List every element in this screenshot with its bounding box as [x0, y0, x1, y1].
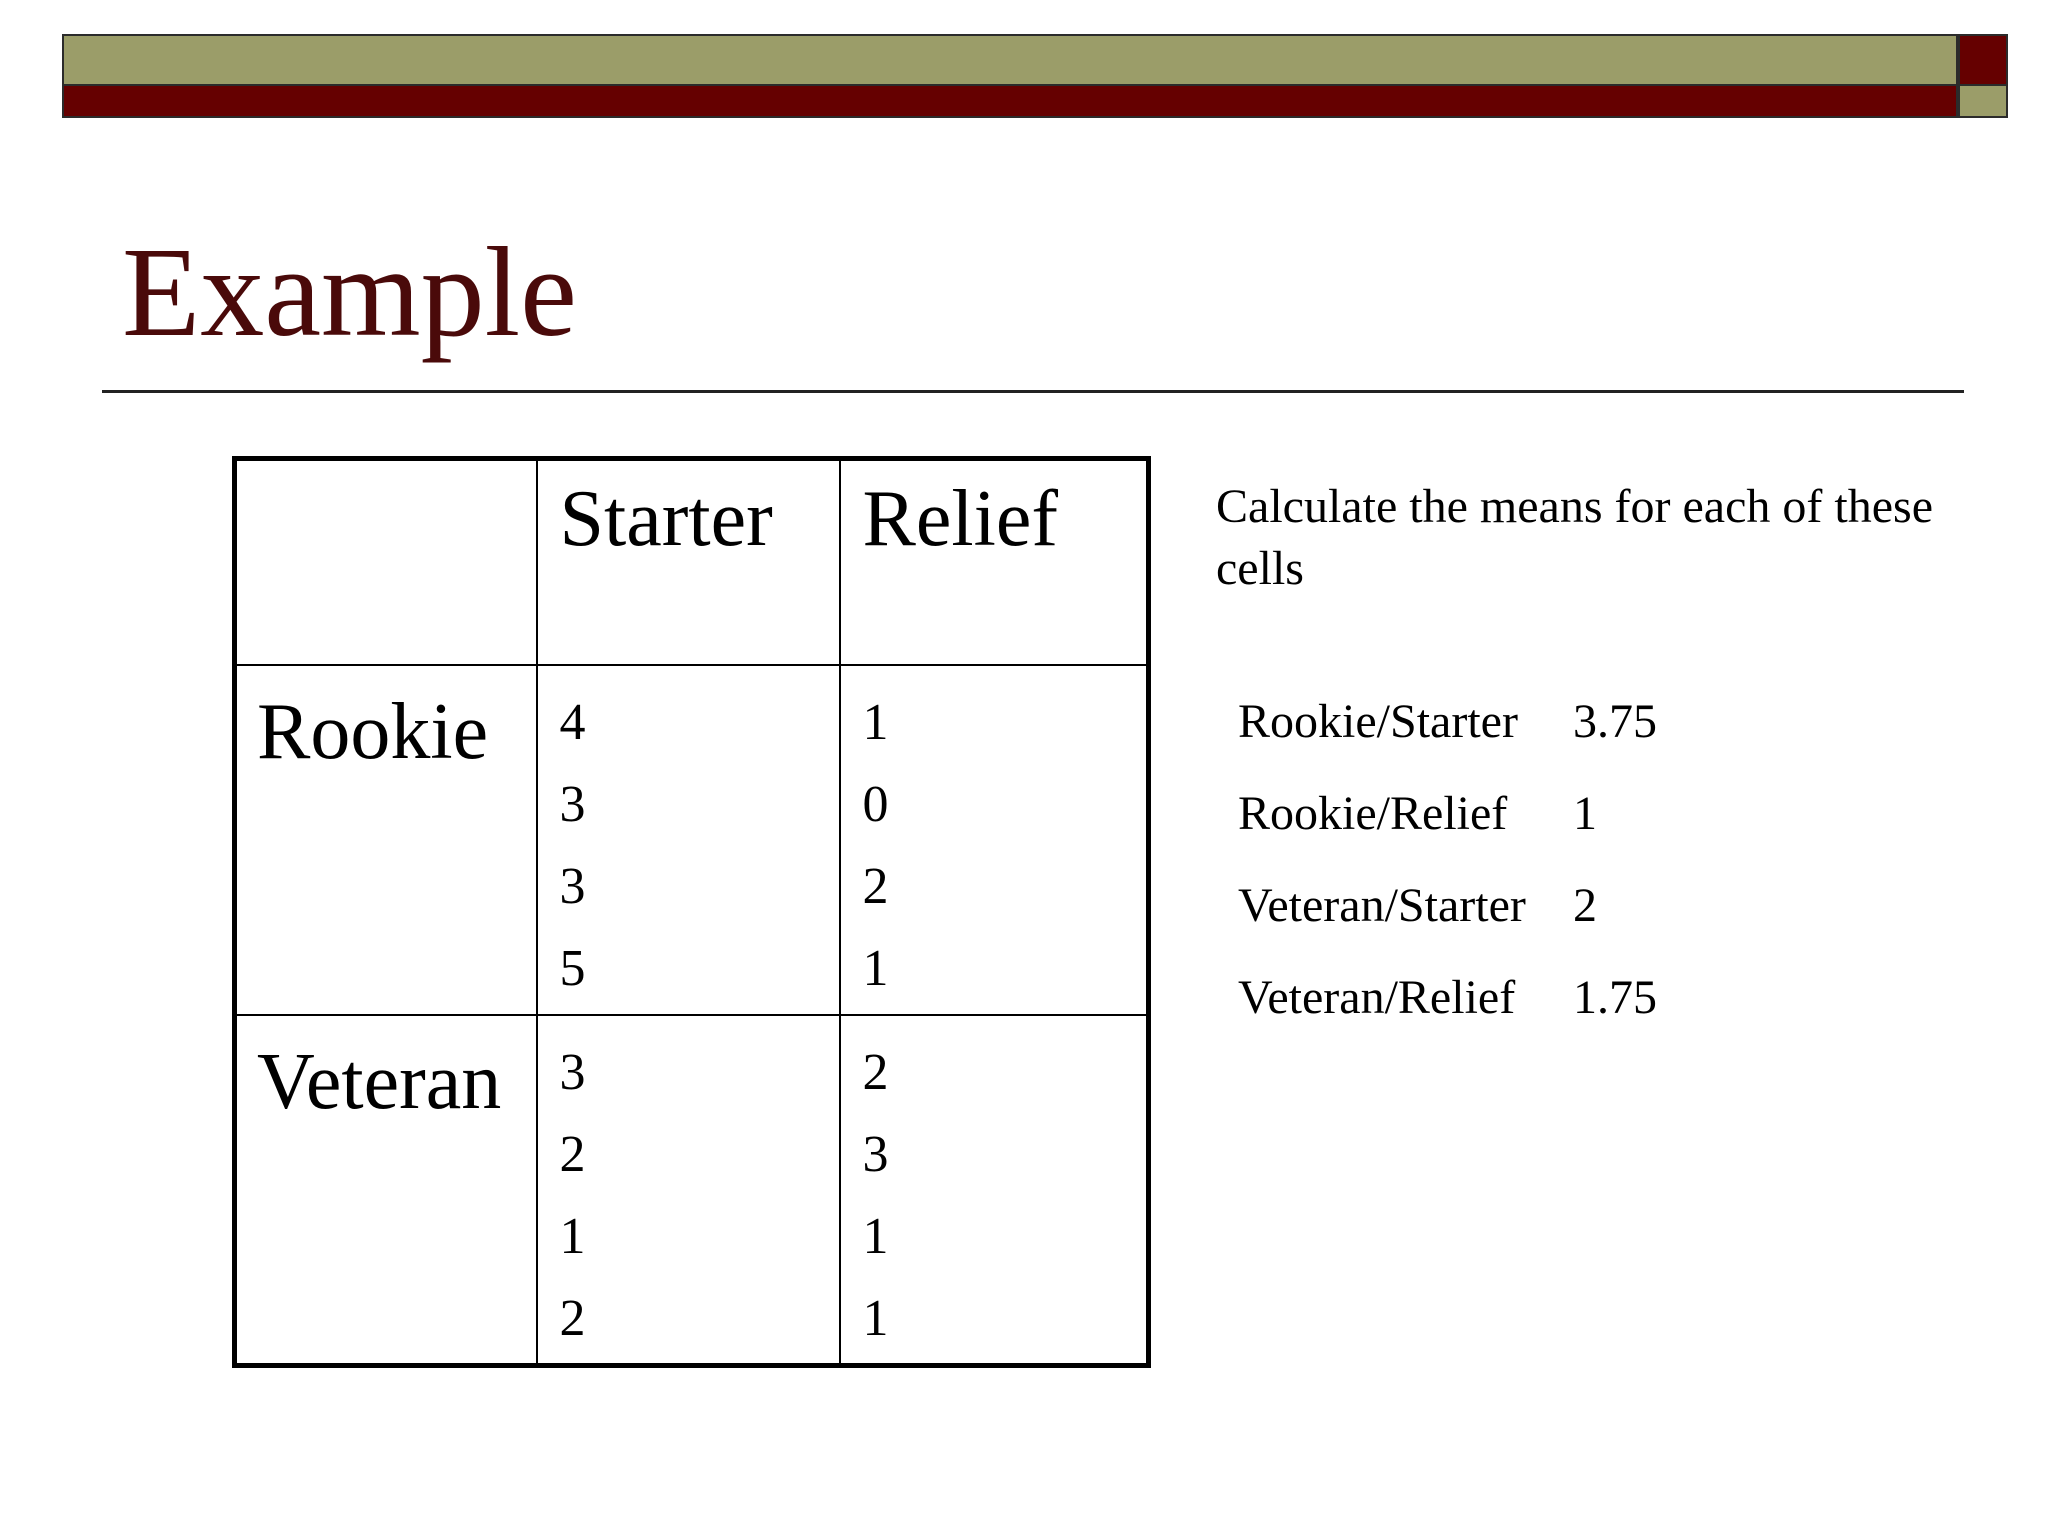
data-table: [232, 456, 1151, 1368]
value: 2: [862, 1044, 889, 1102]
value: 2: [559, 1126, 586, 1184]
mean-value: 3.75: [1573, 695, 1657, 748]
value: 0: [862, 775, 889, 833]
table-row-veteran: [235, 1015, 1149, 1365]
cell-rookie-relief: [840, 665, 1149, 1015]
row-header-rookie: Rookie: [235, 665, 537, 1015]
mean-label: Veteran/Relief: [1238, 971, 1516, 1024]
corner-square-olive: [1958, 84, 2008, 118]
column-header-starter: Starter: [537, 459, 840, 665]
slide-title: Example: [122, 221, 577, 363]
mean-value: 1.75: [1573, 971, 1657, 1024]
mean-label: Rookie/Relief: [1238, 787, 1508, 840]
value: 2: [559, 1290, 586, 1348]
mean-item: [1238, 786, 1657, 878]
value: 2: [862, 857, 889, 915]
title-divider: [102, 390, 1964, 393]
mean-value: 2: [1573, 879, 1597, 932]
value: 5: [559, 939, 586, 997]
mean-item: [1238, 694, 1657, 786]
mean-item: [1238, 878, 1657, 970]
cell-veteran-relief: [840, 1015, 1149, 1365]
cell-rookie-starter: [537, 665, 840, 1015]
table-row-rookie: [235, 665, 1149, 1015]
value: 4: [559, 693, 586, 751]
value: 1: [862, 693, 889, 751]
value: 3: [559, 1044, 586, 1102]
instruction-text: Calculate the means for each of these cells: [1216, 480, 1933, 595]
value: 1: [559, 1208, 586, 1266]
cell-veteran-starter: [537, 1015, 840, 1365]
value: 3: [559, 775, 586, 833]
corner-square-maroon: [1958, 34, 2008, 84]
table-corner-cell: [235, 459, 537, 665]
header-band-maroon: [62, 84, 1958, 118]
value: 1: [862, 1290, 889, 1348]
value: 1: [862, 1208, 889, 1266]
column-header-relief: Relief: [840, 459, 1149, 665]
header-band-olive: [62, 34, 1958, 84]
means-list: [1238, 694, 1657, 1062]
value: 1: [862, 939, 889, 997]
value: 3: [559, 857, 586, 915]
row-header-veteran: Veteran: [235, 1015, 537, 1365]
mean-item: [1238, 970, 1657, 1062]
mean-label: Veteran/Starter: [1238, 879, 1526, 932]
mean-label: Rookie/Starter: [1238, 695, 1518, 748]
table-header-row: [235, 459, 1149, 665]
value: 3: [862, 1126, 889, 1184]
mean-value: 1: [1573, 787, 1597, 840]
